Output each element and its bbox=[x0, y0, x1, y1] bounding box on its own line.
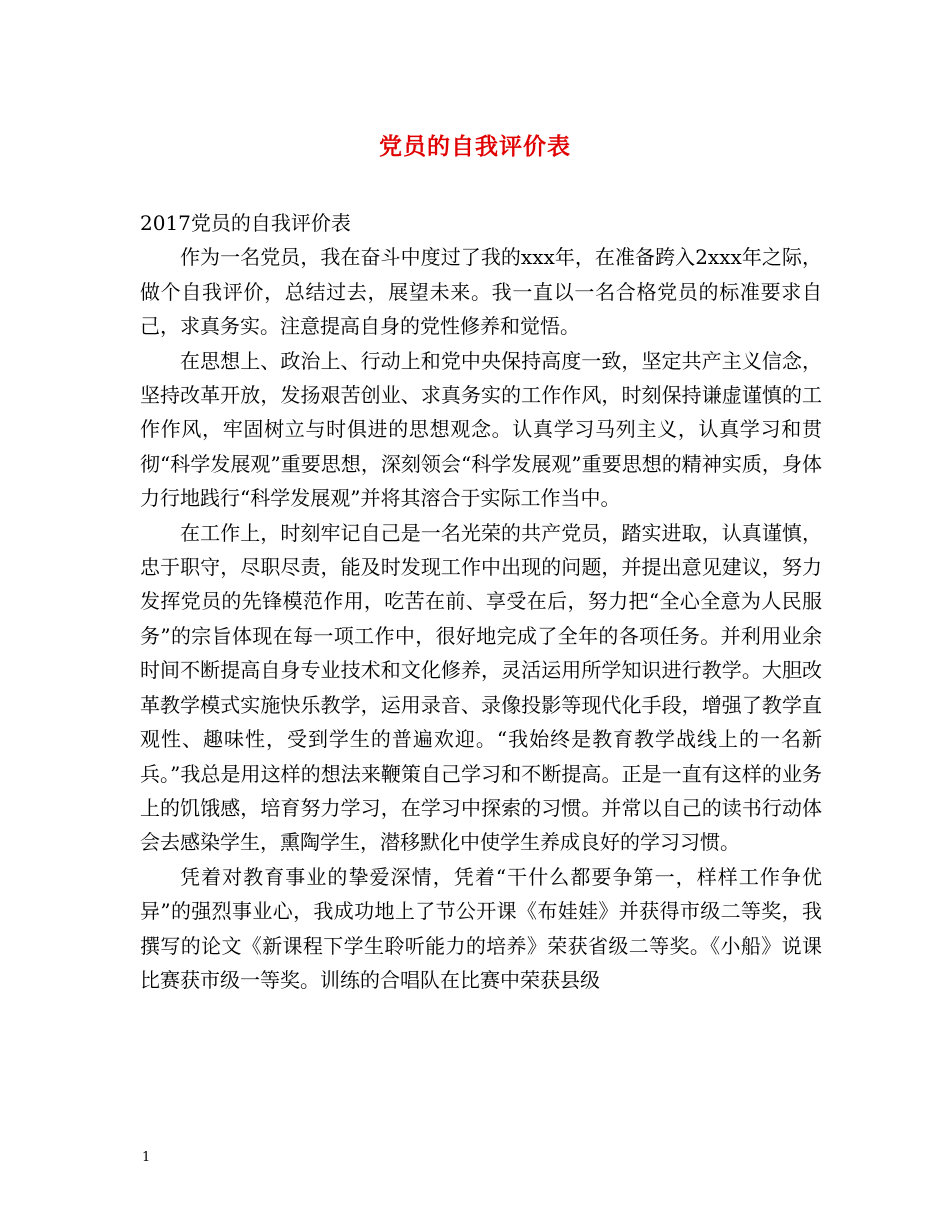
paragraph-work: 在工作上，时刻牢记自己是一名光荣的共产党员，踏实进取，认真谨慎，忠于职守，尽职尽责，能及时发现工作中出现的问题，并提出意见建议，努力发挥党员的先锋模范作用，吃苦在前、享受在后，努力把“全心全意为人民服务”的宗旨体现在每一项工作中，很好地完成了全年的各项任务。并利用业余时间不断提高自身专业技术和文化修养，灵活运用所学知识进行教学。大胆改革教学模式实施快乐教学，运用录音、录像投影等现代化手段，增强了教学直观性、趣味性，受到学生的普遍欢迎。“我始终是教育教学战线上的一名新兵。”我总是用这样的想法来鞭策自己学习和不断提高。正是一直有这样的业务上的饥饿感，培育努力学习，在学习中探索的习惯。并常以自己的读书行动体会去感染学生，熏陶学生，潜移默化中使学生养成良好的学习习惯。 bbox=[140, 520, 822, 855]
document-subtitle: 2017党员的自我评价表 bbox=[140, 211, 351, 235]
document-body bbox=[140, 206, 822, 997]
page-number: 1 bbox=[142, 1150, 151, 1165]
paragraph-achievements: 凭着对教育事业的挚爱深情，凭着“干什么都要争第一，样样工作争优异”的强烈事业心，我成功地上了节公开课《布娃娃》并获得市级二等奖，我撰写的论文《新课程下学生聆听能力的培养》荣获省级二等奖。《小船》说课比赛获市级一等奖。训练的合唱队在比赛中荣获县级 bbox=[140, 864, 822, 992]
paragraph-intro: 作为一名党员，我在奋斗中度过了我的xxx年，在准备跨入2xxx年之际，做个自我评价，总结过去，展望未来。我一直以一名合格党员的标准要求自己，求真务实。注意提高自身的党性修养和觉悟。 bbox=[140, 245, 822, 339]
document-title: 党员的自我评价表 bbox=[379, 133, 571, 160]
paragraph-ideology: 在思想上、政治上、行动上和党中央保持高度一致，坚定共产主义信念，坚持改革开放，发扬艰苦创业、求真务实的工作作风，时刻保持谦虚谨慎的工作作风，牢固树立与时俱进的思想观念。认真学习马列主义，认真学习和贯彻“科学发展观”重要思想，深刻领会“科学发展观”重要思想的精神实质，身体力行地践行“科学发展观”并将其溶合于实际工作当中。 bbox=[140, 348, 822, 511]
